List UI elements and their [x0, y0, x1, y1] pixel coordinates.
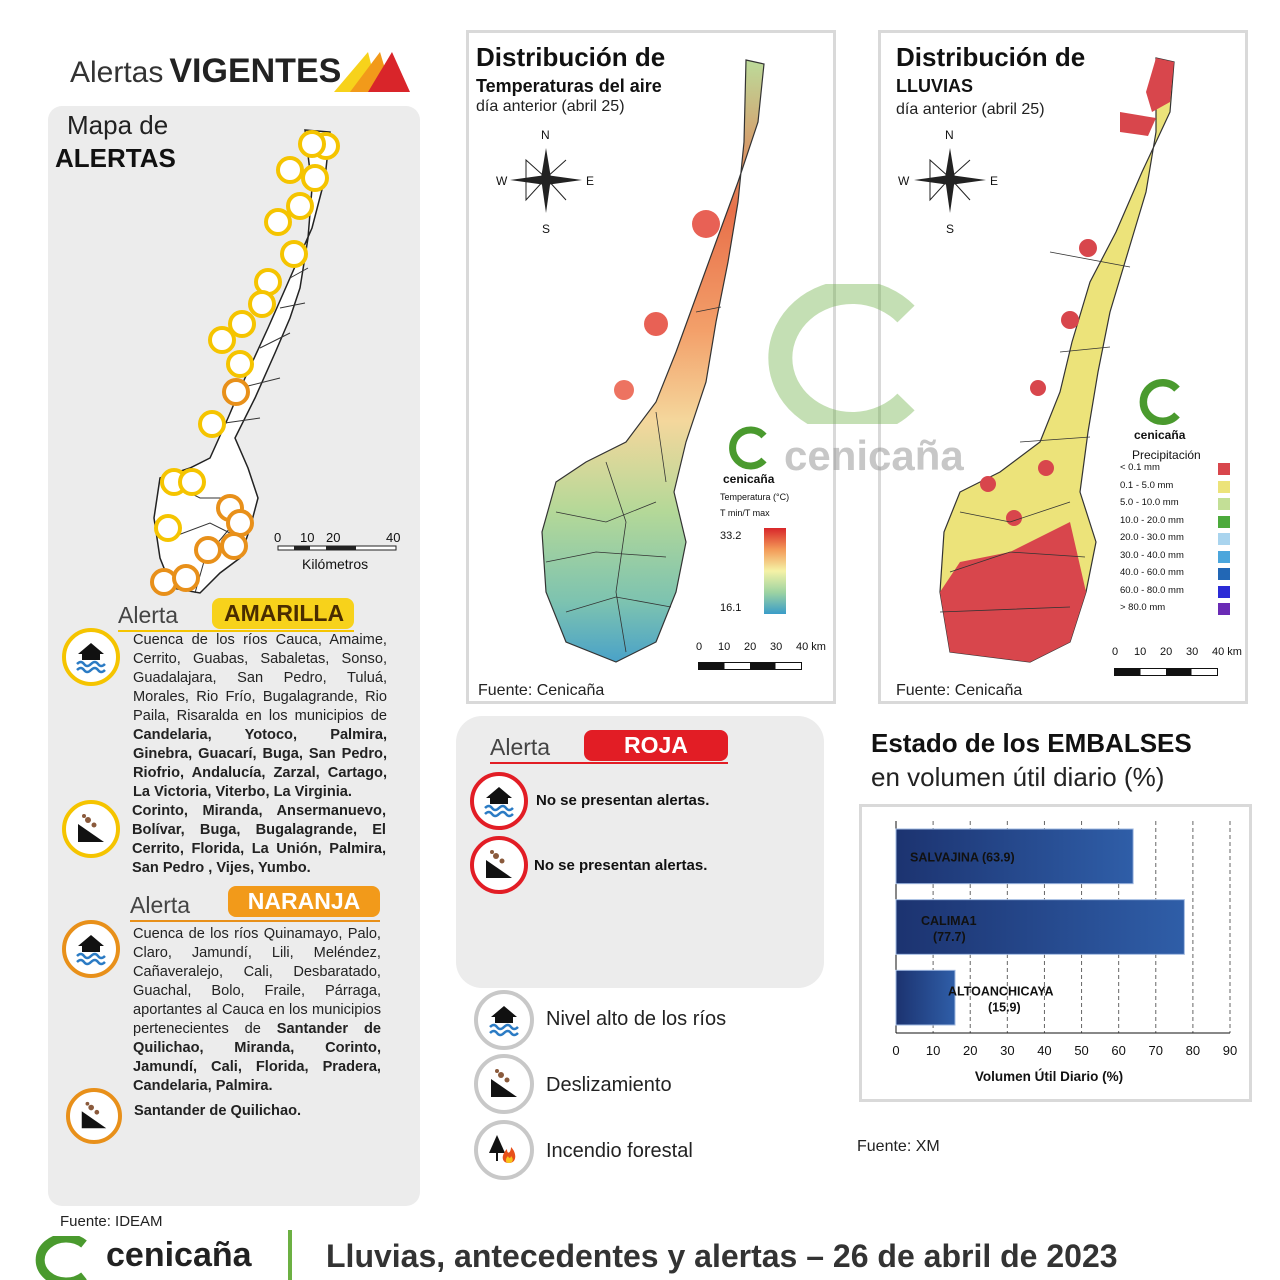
chart-bar-value: (15.9) [988, 1000, 1021, 1015]
embalses-source: Fuente: XM [857, 1138, 940, 1155]
scale-tick: 40 km [1212, 646, 1242, 658]
chart-bar-label: SALVAJINA (63.9) [910, 850, 1015, 865]
alert-map [140, 118, 410, 598]
rain-legend-label: 40.0 - 60.0 mm [1120, 567, 1184, 578]
cenicana-watermark-icon [756, 284, 946, 424]
temp-compass-n: N [541, 128, 550, 142]
rain-compass-s: S [946, 222, 955, 236]
temp-legend-sub: T min/T max [720, 508, 770, 518]
rain-map-title: Distribución de [896, 42, 1086, 72]
rain-legend-swatch [1218, 603, 1230, 615]
temp-map-brand: cenicaña [723, 472, 775, 486]
roja-slide-text: No se presentan alertas. [534, 857, 708, 874]
temp-scale-bar [698, 662, 802, 670]
rain-legend-item [1120, 532, 1238, 548]
rain-legend-swatch [1218, 533, 1230, 545]
rain-map-source: Fuente: Cenicaña [896, 682, 1023, 699]
scale-tick: 20 [744, 641, 757, 653]
amarilla-slide-text: Corinto, Miranda, Ansermanuevo, Bolívar, Buga, Bugalagrande, El Cerrito, Florida, La Unión, Palmira, San Pedro , Vijes, Yumbo. [132, 803, 386, 876]
scale-tick: 0 [696, 641, 703, 653]
rain-legend-item [1120, 550, 1238, 566]
rain-map-subtitle: día anterior (abril 25) [896, 101, 1045, 118]
rain-legend-label: 60.0 - 80.0 mm [1120, 584, 1184, 596]
naranja-level-pill: NARANJA [228, 886, 380, 917]
amarilla-flood-text [133, 631, 387, 802]
temp-map-brand-logo [722, 426, 782, 470]
rain-scale-bar [1114, 668, 1218, 676]
scale-tick: 30 [1186, 646, 1199, 658]
landslide-icon [78, 1100, 110, 1132]
rain-legend-label: 0.1 - 5.0 mm [1120, 479, 1174, 491]
temp-compass-s: S [542, 222, 551, 236]
scale-tick: 10 [718, 641, 731, 653]
rain-legend-swatch [1218, 551, 1230, 563]
rain-compass-n: N [945, 128, 954, 142]
alert-map-title-line1: Mapa de [67, 110, 169, 140]
chart-bar [896, 970, 955, 1025]
rain-map-brand: cenicaña [1134, 428, 1186, 442]
rain-legend-swatch [1218, 463, 1230, 475]
legend-fire-label: Incendio forestal [546, 1140, 693, 1162]
rain-compass-w: W [898, 174, 910, 188]
temp-map-source: Fuente: Cenicaña [478, 682, 605, 699]
scale-tick: 10 [300, 530, 315, 545]
roja-flood-badge [470, 772, 528, 830]
roja-underline [490, 762, 728, 764]
chart-x-axis-label: Volumen Útil Diario (%) [974, 1069, 1124, 1084]
chart-x-tick-label: 30 [1000, 1043, 1015, 1058]
roja-level-pill: ROJA [584, 730, 728, 761]
rain-legend-label: < 0.1 mm [1120, 462, 1160, 473]
rain-legend-swatch [1218, 586, 1230, 598]
scale-tick: 40 km [796, 641, 826, 653]
landslide-icon [487, 1067, 521, 1101]
temp-legend-title: Temperatura (°C) [720, 492, 790, 502]
chart-bar-label: CALIMA1 [921, 914, 977, 928]
flood-icon [74, 932, 108, 966]
scale-tick: 20 [326, 530, 341, 545]
scale-tick: 10 [1134, 646, 1147, 658]
scale-tick: 0 [1112, 646, 1119, 658]
scale-tick: 30 [770, 641, 783, 653]
legend-slide-label: Deslizamiento [546, 1074, 672, 1096]
temp-compass-w: W [496, 174, 508, 188]
naranja-underline [130, 920, 380, 922]
rain-legend-label: 10.0 - 20.0 mm [1120, 514, 1184, 526]
amarilla-flood-municipalities: Candelaria, Yotoco, Palmira, Ginebra, Guacarí, Buga, San Pedro, Riofrio, Andalucía, Zarzal, Cartago, La Victoria, Viterbo, La Virginia. [133, 727, 387, 800]
amarilla-level-pill: AMARILLA [212, 598, 354, 629]
roja-alert-label: Alerta [490, 734, 551, 760]
rain-legend-swatch [1218, 481, 1230, 493]
footer-brand: cenicaña [106, 1236, 252, 1274]
rain-legend-item [1120, 480, 1238, 496]
chart-x-tick-label: 50 [1074, 1043, 1089, 1058]
roja-slide-badge [470, 836, 528, 894]
flood-icon [482, 784, 516, 818]
rain-legend-label: > 80.0 mm [1120, 602, 1166, 613]
roja-flood-text: No se presentan alertas. [536, 792, 710, 809]
rain-compass-e: E [990, 174, 999, 188]
legend-slide-badge [474, 1054, 534, 1114]
chart-bar-label: ALTOANCHICAYA [948, 984, 1054, 999]
embalses-subtitle: en volumen útil diario (%) [871, 762, 1165, 792]
temp-compass-e: E [586, 174, 595, 188]
amarilla-flood-text-prefix: Cuenca de los ríos Cauca, Amaime, Cerrito, Guabas, Sabaletas, Sonso, Guadalajara, San Pedro, Tuluá, Morales, Rio Frío, Bugalagrande, Rio Paila, Risaralda en los municipios de [133, 632, 387, 724]
naranja-flood-text [133, 925, 381, 1096]
chart-x-tick-label: 70 [1148, 1043, 1164, 1058]
rain-legend-label: 20.0 - 30.0 mm [1120, 532, 1184, 543]
embalses-title: Estado de los EMBALSES [871, 728, 1192, 758]
temp-legend-max: 33.2 [720, 530, 742, 542]
footer-divider [288, 1230, 292, 1280]
rain-legend-item [1120, 497, 1238, 513]
chart-bar-value: (77.7) [933, 930, 966, 944]
chart-x-tick-label: 0 [892, 1043, 900, 1058]
temp-map-subtitle: día anterior (abril 25) [476, 98, 625, 115]
amarilla-slide-badge [62, 800, 120, 858]
amarilla-alert-label: Alerta [118, 602, 179, 628]
rain-legend-item [1120, 602, 1238, 618]
naranja-flood-municipalities: Santander de Quilichao, Miranda, Corinto, Jamundí, Cali, Florida, Pradera, Candelaria, Palmira. [133, 1021, 381, 1094]
naranja-flood-text-prefix: Cuenca de los ríos Quinamayo, Palo, Claro, Jamundí, Lili, Meléndez, Cañaveralejo, Cali, Desbaratado, Guachal, Bolo, Fraile, Párraga, aportantes al Cauca en los municipios pertenecientes de [133, 926, 381, 1037]
embalses-bar-chart [862, 807, 1249, 1099]
header-title-light: Alertas [70, 56, 164, 89]
chart-x-tick-label: 90 [1222, 1043, 1238, 1058]
rain-legend-label: 30.0 - 40.0 mm [1120, 549, 1184, 561]
alert-map-title-line2: ALERTAS [55, 143, 176, 173]
rain-legend-title: Precipitación [1132, 448, 1201, 462]
flood-icon [74, 640, 108, 674]
source-ideam: Fuente: IDEAM [60, 1213, 163, 1230]
embalses-chart-frame [859, 804, 1252, 1102]
landslide-icon [482, 848, 516, 882]
chart-x-tick-label: 40 [1037, 1043, 1052, 1058]
temp-legend-min: 16.1 [720, 602, 742, 614]
naranja-alert-label: Alerta [130, 892, 191, 918]
header-triangles-logo [334, 48, 412, 94]
rain-legend-item [1120, 567, 1238, 583]
chart-x-tick-label: 60 [1111, 1043, 1126, 1058]
forest-fire-icon [487, 1133, 521, 1167]
rain-legend-item [1120, 515, 1238, 531]
chart-x-tick-label: 20 [962, 1043, 978, 1058]
rain-legend-swatch [1218, 516, 1230, 528]
rain-legend-swatch [1218, 498, 1230, 510]
chart-x-tick-label: 10 [925, 1043, 941, 1058]
alert-map-scale-unit: Kilómetros [302, 556, 369, 572]
naranja-slide-badge [66, 1088, 122, 1144]
amarilla-flood-badge [62, 628, 120, 686]
rain-legend-label: 5.0 - 10.0 mm [1120, 497, 1179, 508]
cenicana-footer-logo-icon [34, 1236, 98, 1280]
flood-icon [487, 1003, 521, 1037]
scale-tick: 0 [274, 530, 282, 545]
rain-map-brand-logo [1132, 378, 1192, 426]
scale-tick: 20 [1160, 646, 1173, 658]
temp-map-title: Distribución de [476, 42, 666, 72]
naranja-flood-badge [62, 920, 120, 978]
footer-title: Lluvias, antecedentes y alertas – 26 de abril de 2023 [326, 1238, 1118, 1274]
legend-flood-badge [474, 990, 534, 1050]
legend-fire-badge [474, 1120, 534, 1180]
cenicana-watermark: cenicaña [784, 432, 964, 479]
rain-legend-swatch [1218, 568, 1230, 580]
rain-legend-item [1120, 462, 1238, 478]
landslide-icon [74, 812, 108, 846]
scale-tick: 40 [386, 530, 401, 545]
chart-x-tick-label: 80 [1185, 1043, 1201, 1058]
temp-legend-colorbar [764, 528, 786, 614]
rain-legend-item [1120, 585, 1238, 601]
temp-map-title2: Temperaturas del aire [476, 76, 662, 96]
cenicana-logo-icon [1132, 378, 1192, 426]
header-title-bold: VIGENTES [169, 52, 342, 90]
rain-map-title2: LLUVIAS [896, 76, 974, 96]
cenicana-logo-icon [722, 426, 778, 470]
legend-flood-label: Nivel alto de los ríos [546, 1008, 727, 1030]
naranja-slide-text: Santander de Quilichao. [134, 1103, 302, 1119]
alert-map-scale-ticks [274, 530, 404, 545]
